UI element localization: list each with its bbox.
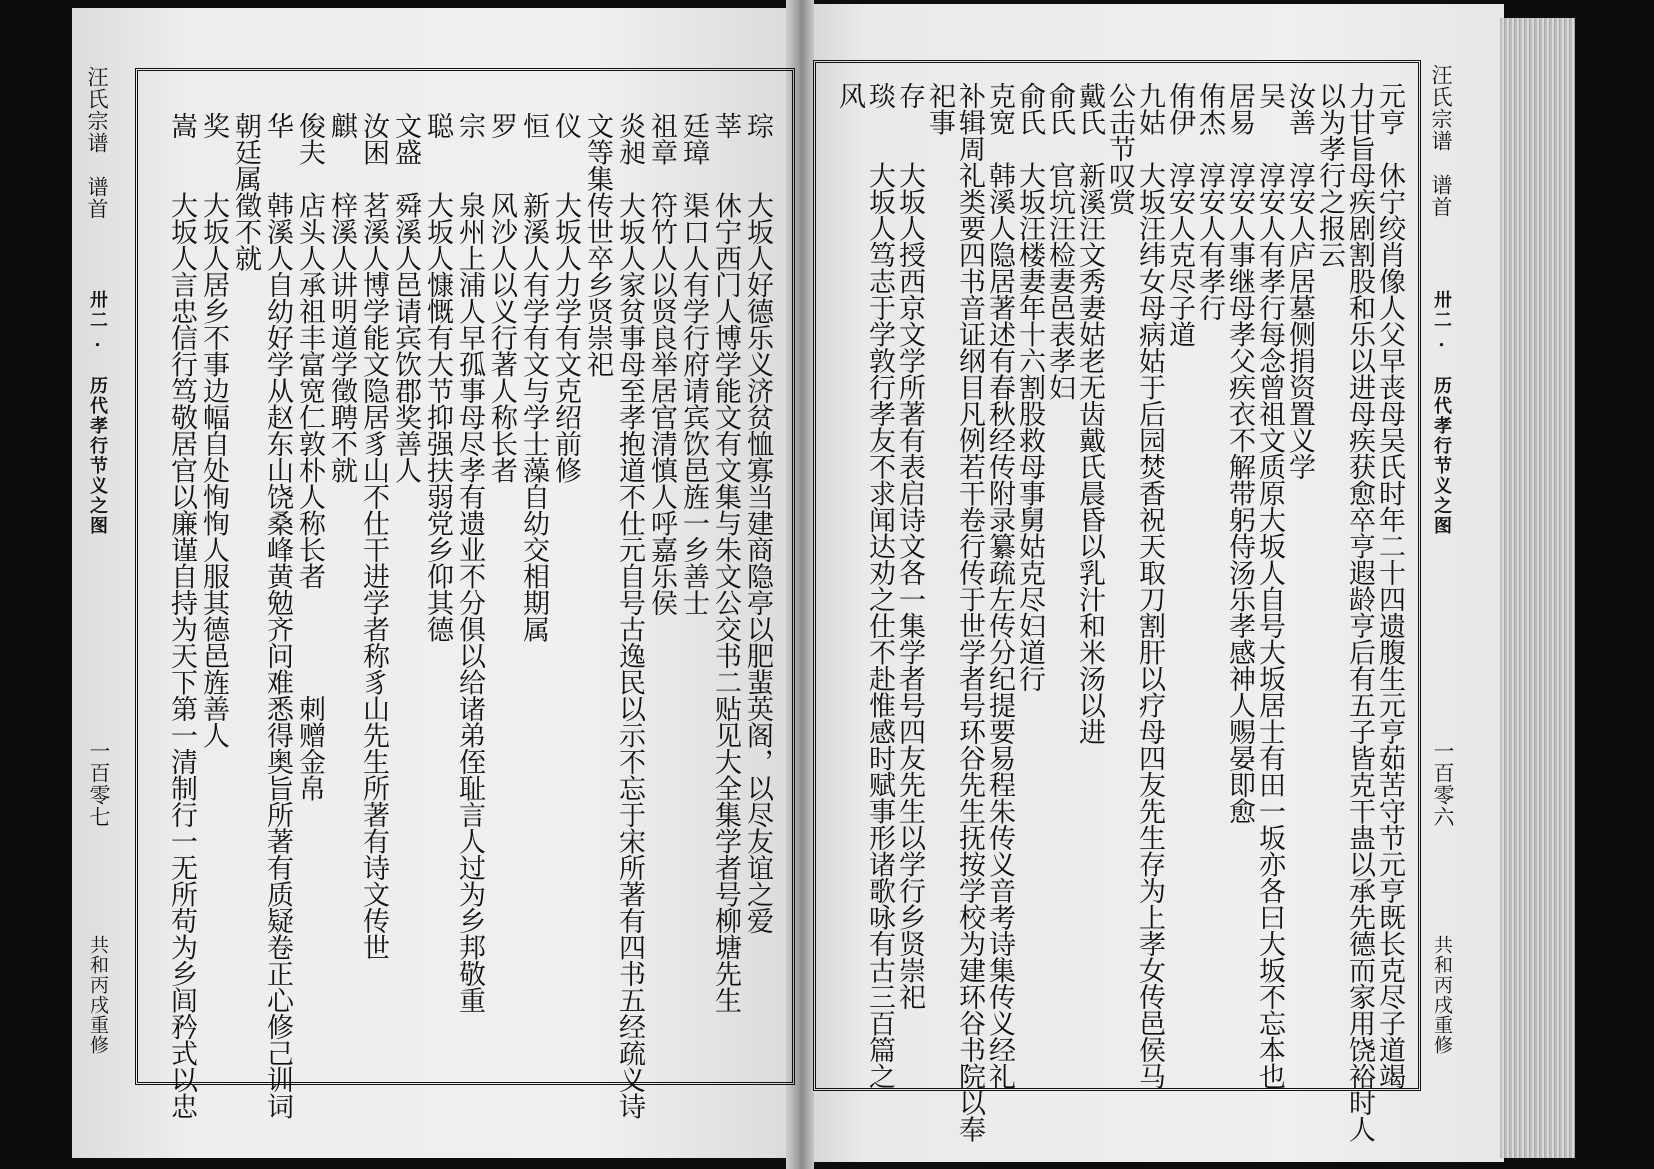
left-page-number: 一百零七	[87, 740, 111, 828]
right-column-19: 风	[834, 82, 865, 109]
left-column-19: 嵩 大坂人言忠信行笃敬居官以廉谨自持为天下第一清制行一无所苟为乡闾矜式以忠	[166, 112, 197, 1119]
left-column-4: 祖章 符竹人以贤良举居官清慎人呼嘉乐侯	[646, 112, 677, 616]
left-column-13: 汝困 茗溪人博学能文隐居豸山不仕干进学者称豸山先生所著有诗文传世	[358, 112, 389, 960]
left-column-11: 聪 大坂人慷慨有大节抑强扶弱党乡仰其德	[422, 112, 453, 642]
left-column-14: 麒 梓溪人讲明道学徵聘不就	[326, 112, 357, 483]
page-edges	[1500, 18, 1575, 1158]
right-column-10: 公击节叹赏	[1104, 82, 1135, 215]
left-column-2: 莘 休宁西门人博学能文有文集与朱文公交书二贴见大全集学者号柳塘先生	[710, 112, 741, 1013]
left-section-band: 卅二. 历代孝行节义之图	[87, 290, 108, 536]
right-column-15: 补辑周礼类要四书音证纲目凡例若干卷行传于世学者号环谷先生抚按学校为建环谷书院以奉	[954, 82, 985, 1142]
left-column-12: 文盛 舜溪人邑请宾饮郡奖善人	[390, 112, 421, 483]
left-column-9: 罗 风沙人以义行著人称长者	[486, 112, 517, 483]
right-section-band: 卅二. 历代孝行节义之图	[1431, 290, 1452, 536]
left-column-18: 奖 大坂人居乡不事边幅自处恂恂人服其德邑旌善人	[198, 112, 229, 748]
left-column-3: 廷璋 渠口人有学行府请宾饮邑旌一乡善士	[678, 112, 709, 616]
left-column-7: 仪 大坂人力学有文克绍前修	[550, 112, 581, 483]
right-edition: 共和丙戌重修	[1431, 935, 1453, 1055]
right-column-18: 琰 大坂人笃志于学敦行孝友不求闻达劝之仕不赴惟感时赋事形诸歌咏有古三百篇之	[864, 82, 895, 1089]
left-column-15: 俊夫 店头人承祖丰富宽仁敦朴人称长者 刺赠金帛	[294, 112, 325, 801]
left-column-17: 朝廷属徵不就	[230, 112, 261, 271]
left-column-16: 华 韩溪人自幼好学从赵东山饶桑峰黄勉齐问难悉得奥旨所著有质疑卷正心修己训词	[262, 112, 293, 1119]
left-column-1: 琮 大坂人好德乐义济贫恤寡当建商隐亭以肥蜚英阁，以尽友谊之爱	[742, 112, 773, 934]
left-column-8: 恒 新溪人有学有文与学士藻自幼交相期属	[518, 112, 549, 642]
right-column-9: 九姑 大坂汪纬女母病姑于后园焚香祝天取刀割肝以疗母四友先生存为上孝女传邑侯马	[1134, 82, 1165, 1089]
right-column-6: 居易 淳安人事继母孝父疾衣不解带躬侍汤乐孝感神人赐晏即愈	[1224, 82, 1255, 824]
right-column-7: 侑杰 淳安人有孝行	[1194, 82, 1225, 321]
left-header-title: 汪氏宗谱 谱首	[85, 66, 109, 220]
left-column-5: 炎昶 大坂人家贫事母至孝抱道不仕元自号古逸民以示不忘于宋所著有四书五经疏义诗	[614, 112, 645, 1119]
right-column-5: 吴 淳安人有孝行每念曾祖文质原大坂人自号大坂居士有田一坂亦各曰大坂不忘本也	[1254, 82, 1285, 1089]
right-column-12: 俞氏 官坑汪检妻邑表孝妇	[1044, 82, 1075, 400]
right-column-2: 力甘旨母疾剧割股和乐以进母疾获愈卒亨遐龄亨后有五子皆克干蛊以承先德而家用饶裕时人	[1344, 82, 1375, 1142]
right-column-14: 克宽 韩溪人隐居著述有春秋经传附录纂疏左传分纪提要易程朱传义音考诗集传义经礼	[984, 82, 1015, 1089]
right-column-17: 存 大坂人授西京文学所著有表启诗文各一集学者号四友先生以学行乡贤崇祀	[894, 82, 925, 1010]
right-header-title: 汪氏宗谱 谱首	[1429, 64, 1453, 218]
right-column-11: 戴氏 新溪汪文秀妻姑老无齿戴氏晨昏以乳汁和米汤以进	[1074, 82, 1105, 745]
right-column-8: 侑伊 淳安人克尽子道	[1164, 82, 1195, 347]
left-column-10: 宗 泉州上浦人早孤事母尽孝有遗业不分俱以给诸弟侄耻言人过为乡邦敬重	[454, 112, 485, 1013]
right-column-16: 祀事	[924, 82, 955, 135]
right-column-4: 汝善 淳安人庐居墓侧捐资置义学	[1284, 82, 1315, 480]
left-column-6: 文等集传世卒乡贤崇祀	[582, 112, 613, 377]
right-column-13: 俞氏 大坂汪楼妻年十六割股救母事舅姑克尽妇道行	[1014, 82, 1045, 692]
right-page-number: 一百零六	[1431, 740, 1455, 828]
right-column-1: 元亨 休宁绞肖像人父早丧母吴氏时年二十四遗腹生元亨茹苦守节元亨既长克尽子道竭	[1374, 82, 1405, 1089]
right-column-3: 以为孝行之报云	[1314, 82, 1345, 268]
left-edition: 共和丙戌重修	[87, 935, 109, 1055]
